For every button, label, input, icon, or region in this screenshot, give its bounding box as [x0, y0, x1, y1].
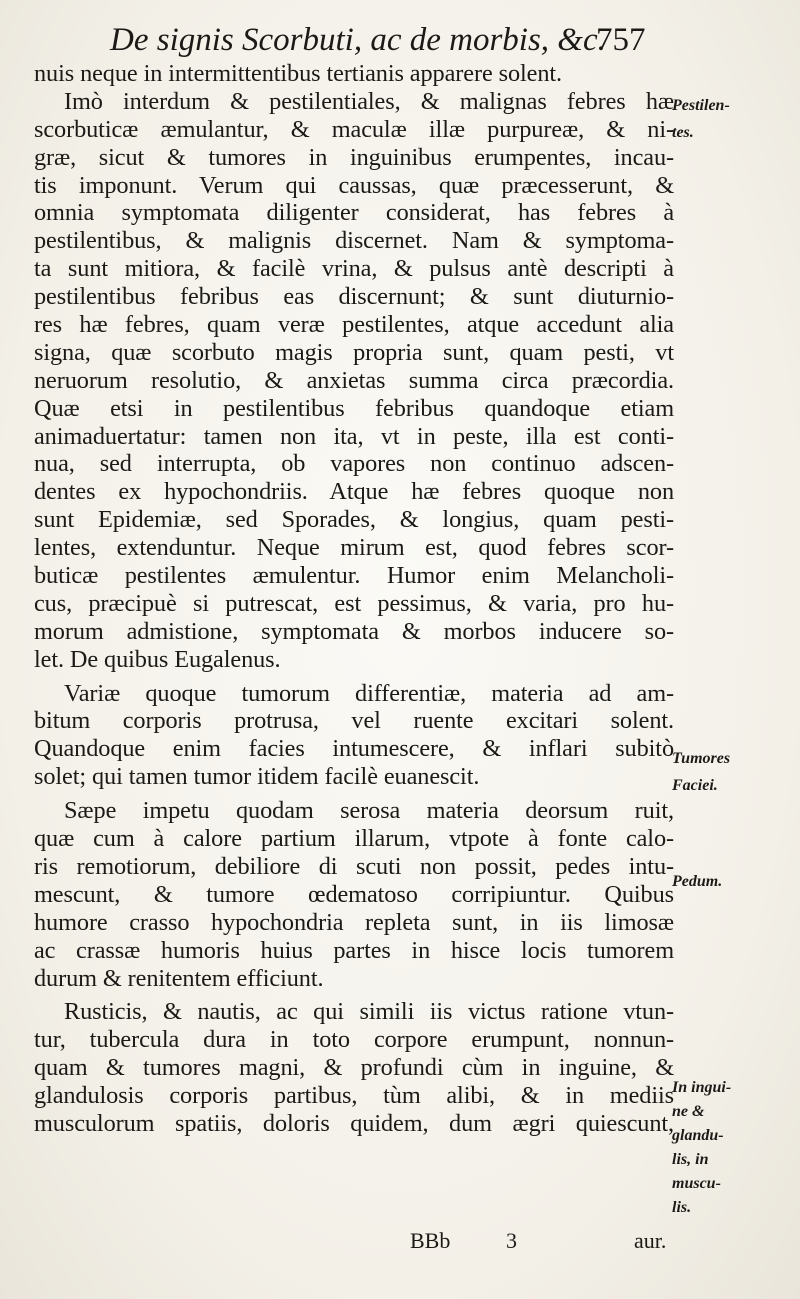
text-line: bitum corporis protrusa, vel ruente excitari solent.	[34, 707, 674, 735]
catchword: aur.	[634, 1228, 667, 1253]
text-line: tur, tubercula dura in toto corpore erumpunt, nonnun-	[34, 1026, 674, 1054]
text-line: Imò interdum & pestilentiales, & malignas febres hæ	[64, 87, 674, 115]
text-line: Quandoque enim facies intumescere, & inflari subitò	[34, 735, 674, 763]
margin-note-pedum: Pedum.	[672, 873, 723, 890]
text-line: signa, quæ scorbuto magis propria sunt, quam pesti, vt	[34, 338, 674, 366]
text-line: let. De quibus Eugalenus.	[34, 645, 281, 673]
text-line: sunt Epidemiæ, sed Sporades, & longius, quam pesti-	[34, 506, 674, 534]
text-line: ris remotiorum, debiliore di scuti non possit, pedes intu-	[34, 852, 674, 880]
signature-mark: BBb	[410, 1228, 451, 1253]
main-text	[34, 60, 674, 1138]
text-line: ac crassæ humoris huius partes in hisce locis tumorem	[34, 936, 674, 964]
text-line: quam & tumores magni, & profundi cùm in inguine, &	[34, 1054, 674, 1082]
text-line: Sæpe impetu quodam serosa materia deorsum ruit,	[64, 797, 674, 825]
text-line: musculorum spatiis, doloris quidem, dum ægri quiescunt,	[34, 1109, 674, 1137]
text-line: neruorum resolutio, & anxietas summa circa præcordia.	[34, 366, 674, 394]
text-line: scorbuticæ æmulantur, & maculæ illæ purpureæ, & ni-	[34, 115, 674, 143]
text-line: res hæ febres, quam veræ pestilentes, atque accedunt alia	[34, 311, 674, 339]
text-line: græ, sicut & tumores in inguinibus erumpentes, incau-	[34, 143, 674, 171]
text-line: ta sunt mitiora, & facilè vrina, & pulsus antè descripti à	[34, 255, 674, 283]
text-line: nua, sed interrupta, ob vapores non continuo adscen-	[34, 450, 674, 478]
text-line: glandulosis corporis partibus, tùm alibi, & in mediis	[34, 1082, 674, 1110]
text-line: Variæ quoque tumorum differentiæ, materia ad am-	[64, 679, 674, 707]
text-line: solet; qui tamen tumor itidem facilè euanescit.	[34, 763, 480, 791]
text-line: omnia symptomata diligenter considerat, has febres à	[34, 199, 674, 227]
text-line: cus, præcipuè si putrescat, est pessimus, & varia, pro hu-	[34, 589, 674, 617]
text-line: Quæ etsi in pestilentibus febribus quandoque etiam	[34, 394, 674, 422]
margin-note-in-inguine: In ingui- ne & glandu- lis, in muscu- lis.	[672, 1079, 732, 1216]
text-line: durum & renitentem efficiunt.	[34, 964, 324, 992]
text-line: pestilentibus, & malignis discernet. Nam & symptoma-	[34, 227, 674, 255]
text-line: mescunt, & tumore œdematoso corripiuntur. Quibus	[34, 880, 674, 908]
text-line: nuis neque in intermittentibus tertianis apparere solent.	[34, 60, 563, 87]
margin-note-pestilentes: Pestilen- tes.	[672, 97, 730, 141]
margin-note-tumores-faciei: Tumores Faciei.	[672, 750, 731, 794]
text-line: Rusticis, & nautis, ac qui simili iis victus ratione vtun-	[64, 998, 674, 1026]
text-line: quæ cum à calore partium illarum, vtpote à fonte calo-	[34, 825, 674, 853]
text-line: tis imponunt. Verum qui caussas, quæ præcesserunt, &	[34, 171, 674, 199]
text-line: pestilentibus febribus eas discernunt; & sunt diuturnio-	[34, 283, 674, 311]
text-line: animaduertatur: tamen non ita, vt in peste, illa est conti-	[34, 422, 674, 450]
text-line: dentes ex hypochondriis. Atque hæ febres quoque non	[34, 478, 674, 506]
text-line: morum admistione, symptomata & morbos inducere so-	[34, 617, 674, 645]
running-title: De signis Scorbuti, ac de morbis, &c.	[110, 22, 606, 58]
text-line: buticæ pestilentes æmulentur. Humor enim Melancholi-	[34, 562, 674, 590]
text-line: humore crasso hypochondria repleta sunt, in iis limosæ	[34, 908, 674, 936]
signature-number: 3	[506, 1228, 517, 1253]
text-line: lentes, extenduntur. Neque mirum est, quod febres scor-	[34, 534, 674, 562]
page-number: 757	[596, 22, 646, 58]
